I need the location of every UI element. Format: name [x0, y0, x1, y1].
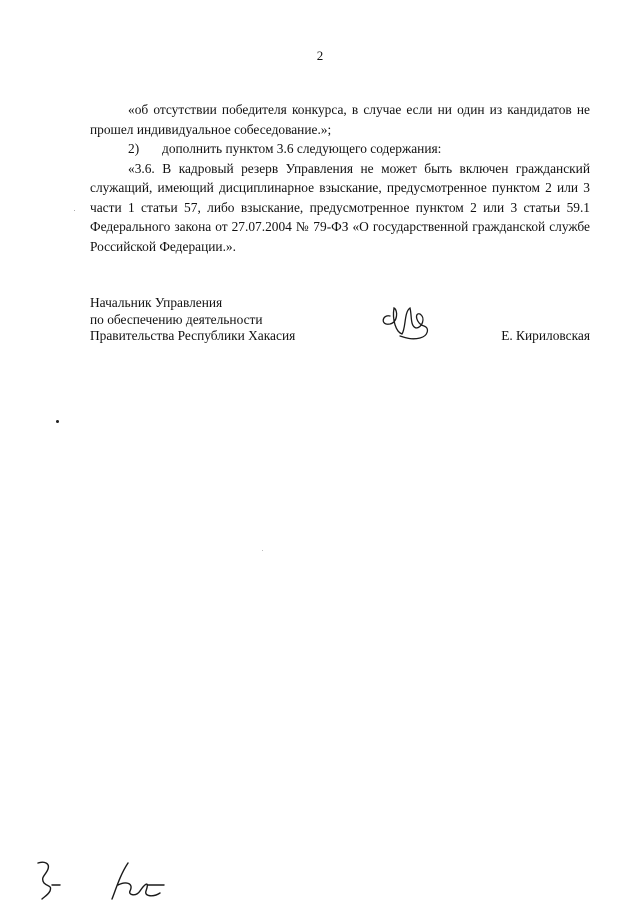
page-number: 2: [316, 48, 324, 63]
list-item-text: дополнить пунктом 3.6 следующего содержания:: [162, 141, 442, 156]
scan-speck: [262, 550, 263, 551]
signatory-title-line-1: Начальник Управления: [90, 295, 223, 310]
signatory-title-line-3: Правительства Республики Хакасия: [90, 328, 296, 343]
paragraph-1: «об отсутствии победителя конкурса, в случае если ни один из кандидатов не прошел индивидуальное собеседование.»;: [90, 102, 590, 137]
list-item-number: 2): [128, 141, 140, 156]
signatory-title-line-2: по обеспечению деятельности: [90, 311, 263, 327]
signature-block: [90, 295, 590, 345]
handwritten-signature: [376, 298, 436, 346]
document-body: [90, 100, 590, 256]
list-item-2: [90, 139, 590, 159]
handwritten-initials: [30, 855, 180, 903]
paragraph-3: «3.6. В кадровый резерв Управления не может быть включен гражданский служащий, имеющий дисциплинарное взыскание, предусмотренное пунктом 2 или 3 части 1 статьи 57, либо взыскание, предусмотренное пунктом 2 или 3 статьи 59.1 Федерального закона от 27.07.2004 № 79-ФЗ «О государственной гражданской службе Российской Федерации.».: [90, 160, 590, 254]
signatory-name: Е. Кириловская: [501, 328, 590, 343]
scan-speck: [74, 210, 75, 211]
scan-speck: [56, 420, 59, 423]
